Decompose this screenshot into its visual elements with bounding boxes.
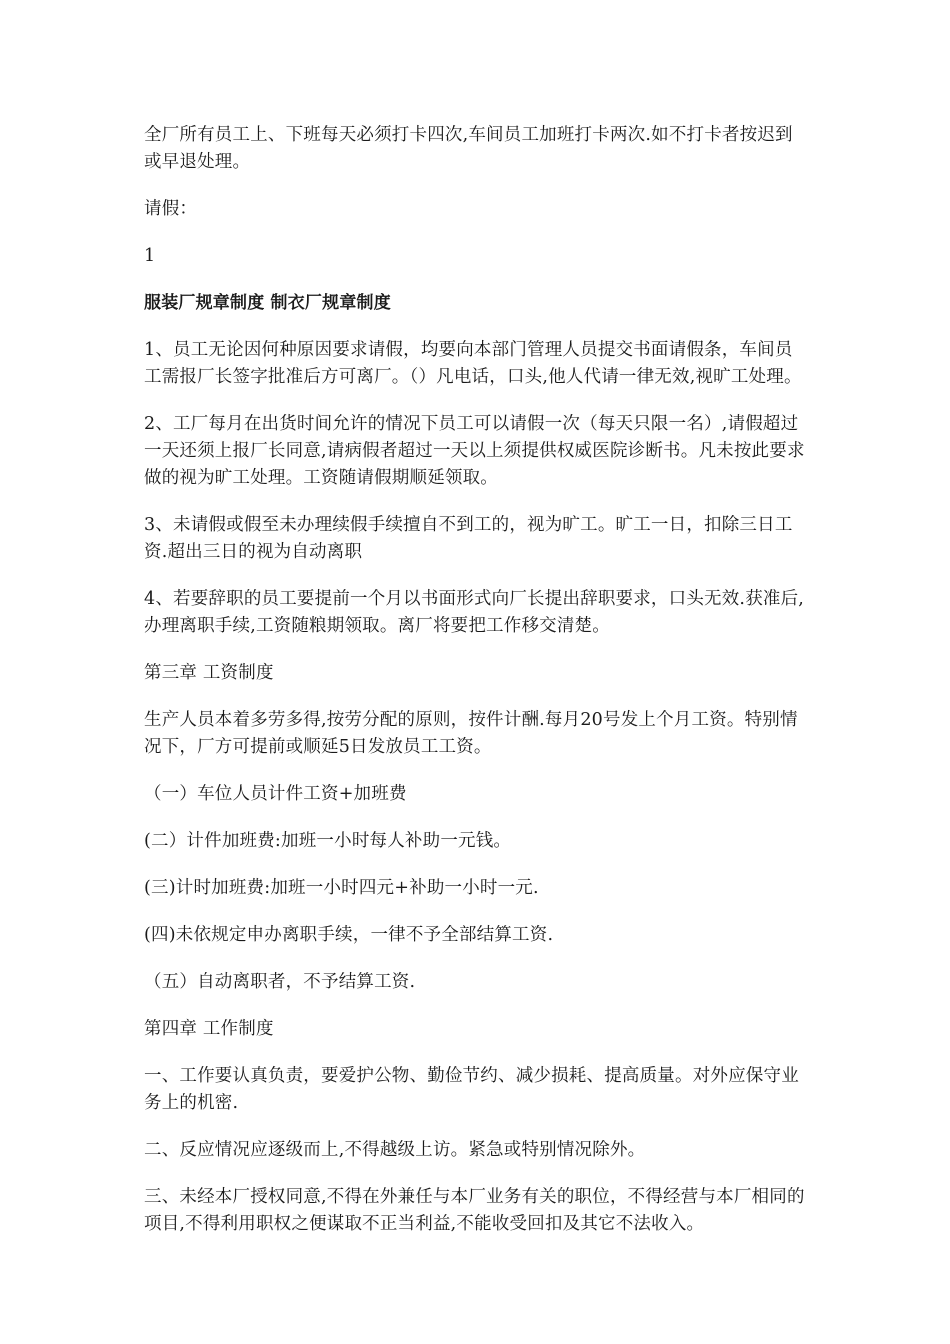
wage-item-5: （五）自动离职者，不予结算工资. bbox=[144, 972, 416, 992]
paragraph-clock-in-rules: 全厂所有员工上、下班每天必须打卡四次,车间员工加班打卡两次.如不打卡者按迟到或早退处理。 bbox=[144, 125, 793, 172]
leave-rule-4: 4、若要辞职的员工要提前一个月以书面形式向厂长提出辞职要求，口头无效.获准后,办理离职手续,工资随粮期领取。离厂将要把工作移交清楚。 bbox=[144, 589, 805, 636]
leave-heading: 请假： bbox=[144, 199, 198, 219]
leave-rule-2: 2、工厂每月在出货时间允许的情况下员工可以请假一次（每天只限一名）,请假超过一天还须上报厂长同意,请病假者超过一天以上须提供权威医院诊断书。凡未按此要求做的视为旷工处理。工资随请假期顺延领取。 bbox=[144, 414, 805, 488]
page-number: 1 bbox=[144, 246, 156, 266]
document-body bbox=[144, 122, 809, 1238]
work-rule-1: 一、工作要认真负责，要爱护公物、勤俭节约、减少损耗、提高质量。对外应保守业务上的机密. bbox=[144, 1066, 799, 1113]
leave-rule-3: 3、未请假或假至未办理续假手续擅自不到工的，视为旷工。旷工一日，扣除三日工资.超出三日的视为自动离职 bbox=[144, 515, 793, 562]
work-rule-2: 二、反应情况应逐级而上,不得越级上访。紧急或特别情况除外。 bbox=[144, 1140, 646, 1160]
wage-item-3: (三)计时加班费:加班一小时四元+补助一小时一元. bbox=[144, 878, 539, 898]
chapter-3-heading: 第三章 工资制度 bbox=[144, 663, 274, 683]
work-rule-3: 三、未经本厂授权同意,不得在外兼任与本厂业务有关的职位，不得经营与本厂相同的项目,不得利用职权之便谋取不正当利益,不能收受回扣及其它不法收入。 bbox=[144, 1187, 805, 1234]
document-title: 服装厂规章制度 制衣厂规章制度 bbox=[144, 293, 391, 313]
wage-intro: 生产人员本着多劳多得,按劳分配的原则，按件计酬.每月20号发上个月工资。特别情况下，厂方可提前或顺延5日发放员工工资。 bbox=[144, 710, 798, 757]
leave-rule-1: 1、员工无论因何种原因要求请假，均要向本部门管理人员提交书面请假条，车间员工需报厂长签字批准后方可离厂。（）凡电话，口头,他人代请一律无效,视旷工处理。 bbox=[144, 340, 802, 387]
wage-item-2: (二）计件加班费:加班一小时每人补助一元钱。 bbox=[144, 831, 512, 851]
wage-item-1: （一）车位人员计件工资+加班费 bbox=[144, 784, 407, 804]
chapter-4-heading: 第四章 工作制度 bbox=[144, 1019, 274, 1039]
wage-item-4: (四)未依规定申办离职手续，一律不予全部结算工资. bbox=[144, 925, 554, 945]
